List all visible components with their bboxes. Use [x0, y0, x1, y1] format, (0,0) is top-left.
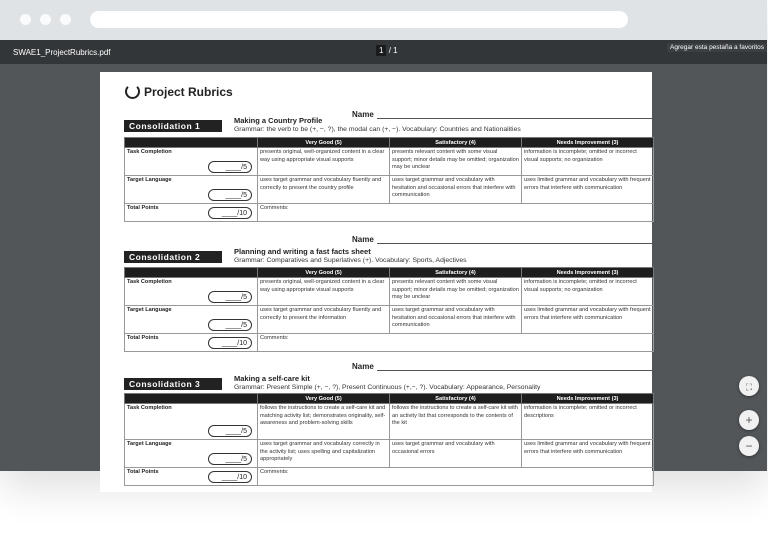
total-label — [125, 468, 258, 486]
total-row — [125, 468, 654, 486]
window-maximize-button[interactable] — [60, 14, 71, 25]
descriptor-cell: uses target grammar and vocabulary fluently and correctly to present the country profile — [258, 176, 390, 204]
descriptor-cell: information is incomplete; omitted or incorrect visual supports; no organization — [522, 278, 654, 306]
name-line[interactable] — [377, 363, 652, 371]
column-header: Needs Improvement (3) — [522, 138, 654, 148]
name-label: Name — [352, 235, 374, 244]
total-label — [125, 204, 258, 222]
total-points-label: Total Points — [127, 469, 159, 475]
total-row — [125, 204, 654, 222]
criterion-name: Target Language — [127, 177, 172, 183]
name-field — [352, 363, 652, 371]
criterion-row — [125, 278, 654, 306]
descriptor-cell: information is incomplete; omitted or incorrect descriptions — [522, 404, 654, 440]
total-points-label: Total Points — [127, 205, 159, 211]
rubric-table — [124, 267, 654, 352]
criterion-row — [125, 440, 654, 468]
window-minimize-button[interactable] — [40, 14, 51, 25]
criterion-label — [125, 176, 258, 204]
criterion-row — [125, 176, 654, 204]
total-score-box[interactable]: ____/10 — [208, 471, 252, 483]
grammar-line: Grammar: Present Simple (+, −, ?), Present Continuous (+,−, ?). Vocabulary: Appearance, Personality — [234, 384, 541, 391]
score-box[interactable]: ____/5 — [208, 189, 252, 201]
consolidation-badge: Consolidation 2 — [124, 251, 222, 263]
total-row — [125, 334, 654, 352]
fit-page-button[interactable] — [739, 376, 759, 396]
score-box[interactable]: ____/5 — [208, 453, 252, 465]
pdf-toolbar — [0, 40, 767, 64]
column-header: Satisfactory (4) — [390, 268, 522, 278]
score-box[interactable]: ____/5 — [208, 425, 252, 437]
criterion-name: Task Completion — [127, 405, 172, 411]
window-close-button[interactable] — [20, 14, 31, 25]
descriptor-cell: presents original, well-organized content in a clear way using appropriate visual supports — [258, 278, 390, 306]
address-bar[interactable] — [90, 11, 628, 28]
logo-icon — [125, 84, 140, 99]
project-title: Making a Country Profile — [234, 116, 323, 125]
score-box[interactable]: ____/5 — [208, 291, 252, 303]
column-header: Needs Improvement (3) — [522, 268, 654, 278]
criterion-name: Target Language — [127, 307, 172, 313]
descriptor-cell: presents relevant content with some visual support; minor details may be omitted; organization may be unclear — [390, 148, 522, 176]
descriptor-cell: uses target grammar and vocabulary correctly in the activity list; uses spelling and capitalization appropriately — [258, 440, 390, 468]
criterion-row — [125, 306, 654, 334]
page-number-input[interactable]: 1 — [376, 45, 386, 56]
plus-icon: + — [745, 413, 753, 427]
file-name: SWAE1_ProjectRubrics.pdf — [13, 48, 111, 57]
page-indicator — [376, 46, 398, 55]
header-row — [125, 268, 654, 278]
descriptor-cell: uses target grammar and vocabulary with hesitation and occasional errors that interfere with communication — [390, 176, 522, 204]
pdf-viewer[interactable] — [0, 64, 767, 481]
rubric-table — [124, 393, 654, 486]
total-label — [125, 334, 258, 352]
rubric-table — [124, 137, 654, 222]
score-box[interactable]: ____/5 — [208, 319, 252, 331]
comments-cell[interactable]: Comments: — [258, 468, 654, 486]
header-blank — [125, 394, 258, 404]
browser-titlebar — [0, 0, 767, 40]
comments-cell[interactable]: Comments: — [258, 204, 654, 222]
descriptor-cell: uses target grammar and vocabulary fluently and correctly to present the information — [258, 306, 390, 334]
descriptor-cell: uses limited grammar and vocabulary with frequent errors that interfere with communication — [522, 176, 654, 204]
grammar-line: Grammar: Comparatives and Superlatives (+). Vocabulary: Sports, Adjectives — [234, 257, 467, 264]
criterion-label — [125, 306, 258, 334]
descriptor-cell: presents original, well-organized content in a clear way using appropriate visual supports — [258, 148, 390, 176]
bookmark-tooltip: Agregar esta pestaña a favoritos — [667, 43, 767, 52]
fit-icon: ⛶ — [745, 382, 753, 392]
doc-logo — [125, 84, 233, 99]
descriptor-cell: follows the instructions to create a self-care kit with an activity list that corresponds to the contents of the kit — [390, 404, 522, 440]
column-header: Very Good (5) — [258, 268, 390, 278]
descriptor-cell: uses target grammar and vocabulary with hesitation and occasional errors that interfere with communication — [390, 306, 522, 334]
page-separator: / — [388, 46, 391, 55]
column-header: Very Good (5) — [258, 138, 390, 148]
descriptor-cell: follows the instructions to create a self-care kit and matching activity list; demonstrates originality, self-awareness and problem-solving skills — [258, 404, 390, 440]
descriptor-cell: uses target grammar and vocabulary with occasional errors — [390, 440, 522, 468]
criterion-label — [125, 440, 258, 468]
doc-title: Project Rubrics — [144, 84, 233, 99]
name-label: Name — [352, 362, 374, 371]
descriptor-cell: presents relevant content with some visual support; minor details may be omitted; organization may be unclear — [390, 278, 522, 306]
name-line[interactable] — [377, 236, 652, 244]
total-score-box[interactable]: ____/10 — [208, 207, 252, 219]
page-total: 1 — [393, 46, 398, 55]
header-row — [125, 394, 654, 404]
pdf-page — [100, 72, 652, 492]
column-header: Very Good (5) — [258, 394, 390, 404]
criterion-name: Task Completion — [127, 149, 172, 155]
consolidation-badge: Consolidation 1 — [124, 120, 222, 132]
criterion-row — [125, 148, 654, 176]
total-score-box[interactable]: ____/10 — [208, 337, 252, 349]
grammar-line: Grammar: the verb to be (+, −, ?), the modal can (+, −). Vocabulary: Countries and Nationalities — [234, 126, 521, 133]
score-box[interactable]: ____/5 — [208, 161, 252, 173]
criterion-label — [125, 404, 258, 440]
descriptor-cell: uses limited grammar and vocabulary with frequent errors that interfere with communication — [522, 306, 654, 334]
column-header: Satisfactory (4) — [390, 138, 522, 148]
name-field — [352, 236, 652, 244]
criterion-name: Target Language — [127, 441, 172, 447]
zoom-in-button[interactable] — [739, 410, 759, 430]
column-header: Needs Improvement (3) — [522, 394, 654, 404]
total-points-label: Total Points — [127, 335, 159, 341]
zoom-out-button[interactable] — [739, 436, 759, 456]
name-label: Name — [352, 110, 374, 119]
header-blank — [125, 138, 258, 148]
criterion-label — [125, 278, 258, 306]
descriptor-cell: information is incomplete; omitted or incorrect visual supports; no organization — [522, 148, 654, 176]
minus-icon: − — [745, 439, 753, 453]
name-field — [352, 111, 652, 119]
header-blank — [125, 268, 258, 278]
criterion-label — [125, 148, 258, 176]
project-title: Making a self-care kit — [234, 374, 310, 383]
consolidation-badge: Consolidation 3 — [124, 378, 222, 390]
name-line[interactable] — [377, 111, 652, 119]
descriptor-cell: uses limited grammar and vocabulary with frequent errors that interfere with communication — [522, 440, 654, 468]
criterion-name: Task Completion — [127, 279, 172, 285]
comments-cell[interactable]: Comments: — [258, 334, 654, 352]
project-title: Planning and writing a fast facts sheet — [234, 247, 371, 256]
criterion-row — [125, 404, 654, 440]
column-header: Satisfactory (4) — [390, 394, 522, 404]
header-row — [125, 138, 654, 148]
